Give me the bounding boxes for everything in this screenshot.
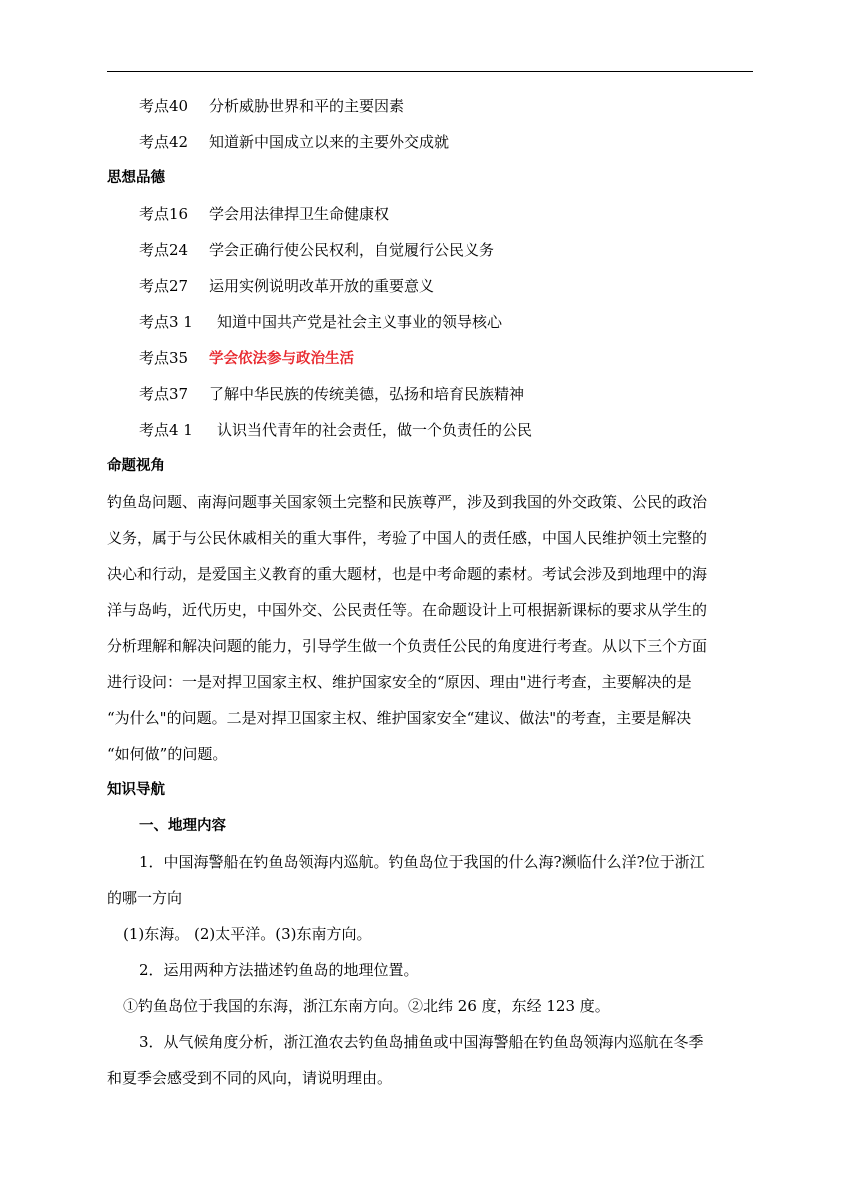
perspective-paragraph	[107, 484, 753, 772]
topic-number: 考点3 1	[139, 313, 193, 331]
answer-2: ①钓鱼岛位于我国的东海，浙江东南方向。②北纬 26 度，东经 123 度。	[123, 997, 610, 1015]
document-body	[107, 88, 753, 1096]
question-line: 1．中国海警船在钓鱼岛领海内巡航。钓鱼岛位于我国的什么海?濒临什么洋?位于浙江	[139, 853, 705, 871]
paragraph-line: “为什么"的问题。二是对捍卫国家主权、维护国家安全“建议、做法"的考查，主要是解决	[107, 709, 692, 727]
topic-text: 认识当代青年的社会责任，做一个负责任的公民	[217, 421, 533, 439]
section-heading-moral: 思想品德	[107, 170, 165, 186]
topic-text: 知道新中国成立以来的主要外交成就	[209, 133, 450, 151]
topic-text: 学会正确行使公民权利，自觉履行公民义务	[209, 241, 495, 259]
header-rule	[107, 71, 753, 72]
topic-number: 考点40	[139, 97, 189, 115]
paragraph-line: 决心和行动，是爱国主义教育的重大题材，也是中考命题的素材。考试会涉及到地理中的海	[107, 565, 708, 583]
topic-text: 运用实例说明改革开放的重要意义	[209, 277, 435, 295]
question-line: 3．从气候角度分析，浙江渔农去钓鱼岛捕鱼或中国海警船在钓鱼岛领海内巡航在冬季	[139, 1033, 704, 1051]
topic-item	[107, 304, 753, 340]
subsection-heading-geography: 一、地理内容	[139, 818, 226, 834]
paragraph-line: 洋与岛屿，近代历史，中国外交、公民责任等。在命题设计上可根据新课标的要求从学生的	[107, 601, 708, 619]
paragraph-line: “如何做”的问题。	[107, 745, 228, 763]
topic-number: 考点42	[139, 133, 189, 151]
paragraph-line: 义务，属于与公民休戚相关的重大事件，考验了中国人的责任感，中国人民维护领土完整的	[107, 529, 708, 547]
answer-1: (1)东海。 (2)太平洋。(3)东南方向。	[123, 925, 372, 943]
paragraph-line: 钓鱼岛问题、南海问题事关国家领土完整和民族尊严，涉及到我国的外交政策、公民的政治	[107, 493, 708, 511]
topic-text: 学会用法律捍卫生命健康权	[209, 205, 390, 223]
paragraph-line: 分析理解和解决问题的能力，引导学生做一个负责任公民的角度进行考查。从以下三个方面	[107, 637, 708, 655]
question-line: 和夏季会感受到不同的风向，请说明理由。	[107, 1069, 393, 1087]
section-heading-navigation: 知识导航	[107, 782, 165, 798]
topic-number: 考点16	[139, 205, 189, 223]
topic-item-highlighted	[107, 340, 753, 376]
topic-text: 了解中华民族的传统美德，弘扬和培育民族精神	[209, 385, 525, 403]
question-3	[107, 1024, 753, 1096]
topic-number: 考点4 1	[139, 421, 193, 439]
topic-number: 考点27	[139, 277, 189, 295]
topic-item	[107, 88, 753, 124]
topic-text: 知道中国共产党是社会主义事业的领导核心	[217, 313, 503, 331]
topic-item	[107, 376, 753, 412]
paragraph-line: 进行设问：一是对捍卫国家主权、维护国家安全的“原因、理由"进行考查，主要解决的是	[107, 673, 692, 691]
topic-item	[107, 196, 753, 232]
question-2: 2．运用两种方法描述钓鱼岛的地理位置。	[139, 961, 419, 979]
topic-number: 考点24	[139, 241, 189, 259]
section-heading-perspective: 命题视角	[107, 458, 165, 474]
topic-item	[107, 232, 753, 268]
topic-item	[107, 268, 753, 304]
topic-item	[107, 124, 753, 160]
topic-text-highlighted: 学会依法参与政治生活	[209, 351, 354, 367]
question-1	[107, 844, 753, 916]
topic-item	[107, 412, 753, 448]
topic-number: 考点37	[139, 385, 189, 403]
question-line: 的哪一方向	[107, 889, 183, 907]
topic-text: 分析威胁世界和平的主要因素	[209, 97, 405, 115]
topic-number: 考点35	[139, 349, 189, 367]
